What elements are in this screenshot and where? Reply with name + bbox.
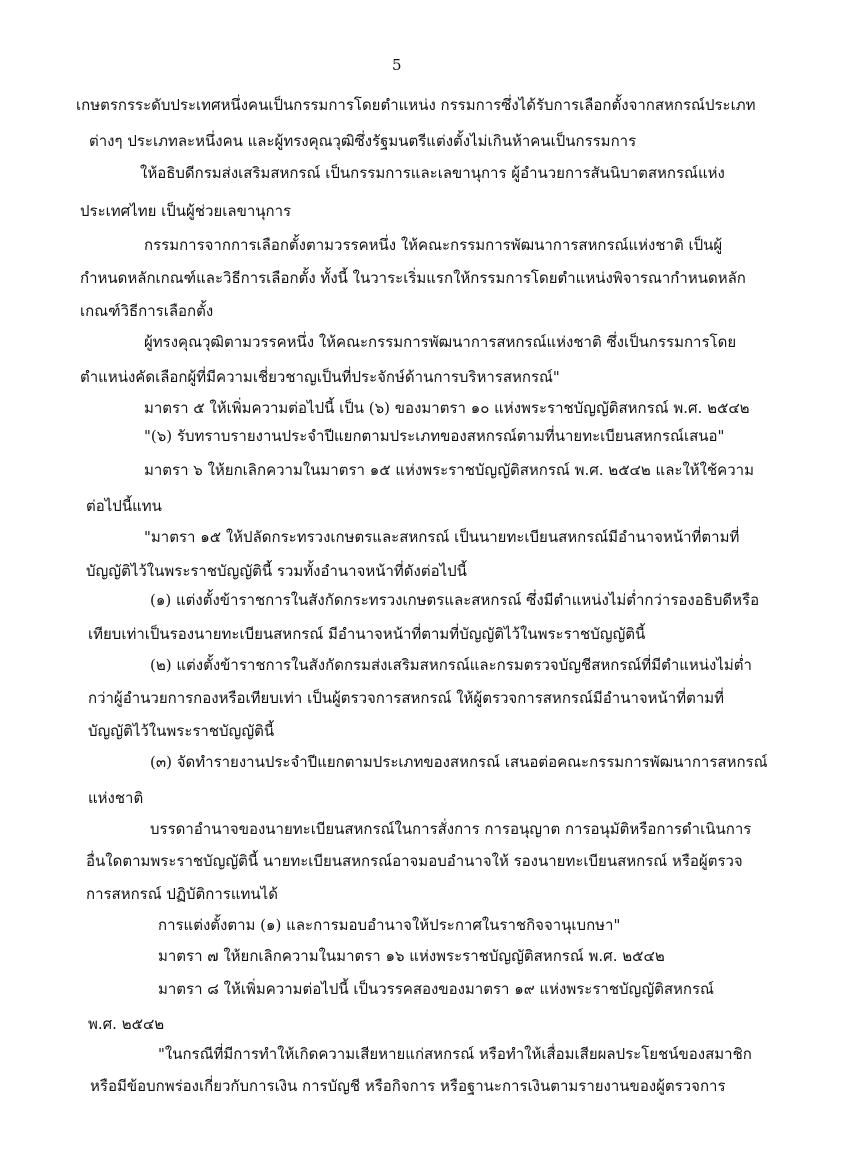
text-line: การแต่งตั้งตาม (๑) และการมอบอำนาจให้ประกาศในราชกิจจานุเบกษา"	[158, 916, 621, 934]
text-line: บัญญัติไว้ในพระราชบัญญัตินี้	[88, 722, 275, 740]
text-line: บัญญัติไว้ในพระราชบัญญัตินี้ รวมทั้งอำนาจหน้าที่ดังต่อไปนี้	[86, 562, 467, 580]
text-line: (๒) แต่งตั้งข้าราชการในสังกัดกรมส่งเสริมสหกรณ์และกรมตรวจบัญชีสหกรณ์ที่มีตำแหน่งไม่ต่ำ	[150, 656, 752, 674]
text-line: กรรมการจากการเลือกตั้งตามวรรคหนึ่ง ให้คณะกรรมการพัฒนาการสหกรณ์แห่งชาติ เป็นผู้	[144, 236, 723, 254]
text-line: "(๖) รับทราบรายงานประจำปีแยกตามประเภทของสหกรณ์ตามที่นายทะเบียนสหกรณ์เสนอ"	[144, 427, 725, 445]
text-line: เกณฑ์วิธีการเลือกตั้ง	[80, 302, 214, 320]
text-line: อื่นใดตามพระราชบัญญัตินี้ นายทะเบียนสหกรณ์อาจมอบอำนาจให้ รองนายทะเบียนสหกรณ์ หรือผู้ตรวจ	[86, 852, 743, 870]
text-line: การสหกรณ์ ปฏิบัติการแทนได้	[86, 885, 278, 903]
text-line: ผู้ทรงคุณวุฒิตามวรรคหนึ่ง ให้คณะกรรมการพัฒนาการสหกรณ์แห่งชาติ ซึ่งเป็นกรรมการโดย	[144, 333, 737, 351]
text-line: มาตรา ๗ ให้ยกเลิกความในมาตรา ๑๖ แห่งพระราชบัญญัติสหกรณ์ พ.ศ. ๒๕๔๒	[158, 947, 665, 965]
text-line: "ในกรณีที่มีการทำให้เกิดความเสียหายแก่สหกรณ์ หรือทำให้เสื่อมเสียผลประโยชน์ของสมาชิก	[158, 1045, 752, 1063]
text-line: เกษตรกรระดับประเทศหนึ่งคนเป็นกรรมการโดยตำแหน่ง กรรมการซึ่งได้รับการเลือกตั้งจากสหกรณ์ประเภท	[76, 96, 756, 114]
text-line: "มาตรา ๑๕ ให้ปลัดกระทรวงเกษตรและสหกรณ์ เป็นนายทะเบียนสหกรณ์มีอำนาจหน้าที่ตามที่	[144, 528, 740, 546]
text-line: ตำแหน่งคัดเลือกผู้ที่มีความเชี่ยวชาญเป็นที่ประจักษ์ด้านการบริหารสหกรณ์"	[80, 368, 560, 386]
text-line: ต่อไปนี้แทน	[86, 497, 162, 515]
text-line: บรรดาอำนาจของนายทะเบียนสหกรณ์ในการสั่งการ การอนุญาต การอนุมัติหรือการดำเนินการ	[150, 820, 752, 838]
text-line: กำหนดหลักเกณฑ์และวิธีการเลือกตั้ง ทั้งนี้ ในวาระเริ่มแรกให้กรรมการโดยตำแหน่งพิจารณากำหนดหลัก	[80, 269, 746, 287]
text-line: ประเทศไทย เป็นผู้ช่วยเลขานุการ	[80, 202, 292, 220]
text-line: ให้อธิบดีกรมส่งเสริมสหกรณ์ เป็นกรรมการและเลขานุการ ผู้อำนวยการสันนิบาตสหกรณ์แห่ง	[140, 164, 725, 182]
text-line: มาตรา ๕ ให้เพิ่มความต่อไปนี้ เป็น (๖) ของมาตรา ๑๐ แห่งพระราชบัญญัติสหกรณ์ พ.ศ. ๒๕๔๒	[144, 399, 750, 417]
text-line: (๓) จัดทำรายงานประจำปีแยกตามประเภทของสหกรณ์ เสนอต่อคณะกรรมการพัฒนาการสหกรณ์	[150, 753, 768, 771]
text-line: (๑) แต่งตั้งข้าราชการในสังกัดกระทรวงเกษตรและสหกรณ์ ซึ่งมีตำแหน่งไม่ต่ำกว่ารองอธิบดีหรือ	[150, 591, 760, 609]
text-line: เทียบเท่าเป็นรองนายทะเบียนสหกรณ์ มีอำนาจหน้าที่ตามที่บัญญัติไว้ในพระราชบัญญัตินี้	[88, 625, 646, 643]
text-line: มาตรา ๖ ให้ยกเลิกความในมาตรา ๑๕ แห่งพระราชบัญญัติสหกรณ์ พ.ศ. ๒๕๔๒ และให้ใช้ความ	[144, 461, 754, 479]
text-line: กว่าผู้อำนวยการกองหรือเทียบเท่า เป็นผู้ตรวจการสหกรณ์ ให้ผู้ตรวจการสหกรณ์มีอำนาจหน้าที่ตามที่	[88, 689, 725, 707]
text-line: แห่งชาติ	[88, 789, 144, 807]
text-line: พ.ศ. ๒๕๔๒	[88, 1015, 165, 1033]
text-line: มาตรา ๘ ให้เพิ่มความต่อไปนี้ เป็นวรรคสองของมาตรา ๑๙ แห่งพระราชบัญญัติสหกรณ์	[158, 980, 714, 998]
text-line: หรือมีข้อบกพร่องเกี่ยวกับการเงิน การบัญชี หรือกิจการ หรือฐานะการเงินตามรายงานของผู้ตรวจการ	[90, 1077, 726, 1095]
text-line: ต่างๆ ประเภทละหนึ่งคน และผู้ทรงคุณวุฒิซึ่งรัฐมนตรีแต่งตั้งไม่เกินห้าคนเป็นกรรมการ	[89, 132, 637, 150]
page-number: 5	[392, 56, 402, 74]
